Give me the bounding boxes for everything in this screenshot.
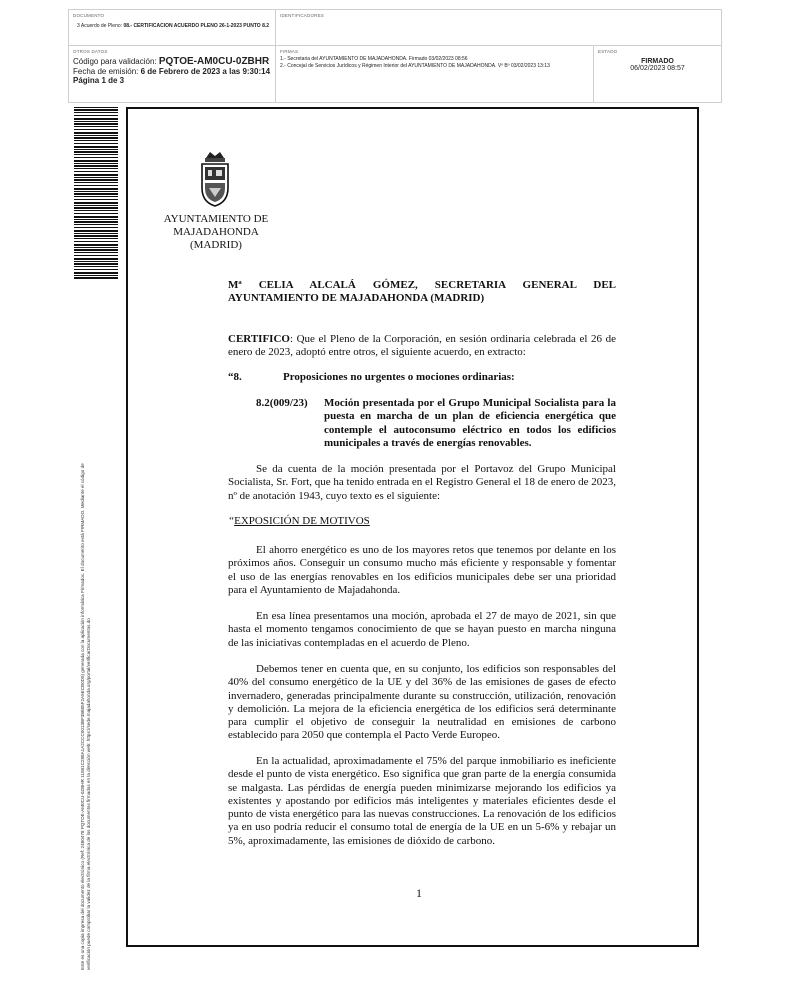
page-number: 1 — [416, 886, 422, 900]
otros-datos-label: OTROS DATOS — [73, 49, 108, 54]
paragraph-2: En esa línea presentamos una moción, aprobada el 27 de mayo de 2021, sin que hasta el momento tengamos conocimiento de que se hayan puesto en marcha ninguna de las iniciativas contempladas en el acuerdo de Pleno. — [228, 610, 616, 649]
coat-of-arms-icon — [196, 148, 234, 208]
documento-value: 3 Acuerdo de Pleno: 08.- CERTIFICACION ACUERDO PLENO 26-1-2023 PUNTO 8.2 — [77, 23, 270, 29]
exposicion-title: “EXPOSICIÓN DE MOTIVOS — [228, 515, 370, 527]
estado-label: ESTADO — [598, 49, 618, 54]
fecha-row: Fecha de emisión: 6 de Febrero de 2023 a las 9:30:14 — [73, 66, 271, 76]
pagina-value: Página 1 de 3 — [73, 76, 125, 85]
certifico-paragraph: CERTIFICO: Que el Pleno de la Corporación, en sesión ordinaria celebrada el 26 de enero de 2023, adoptó entre otros, el siguiente acuerdo, en extracto: — [228, 333, 616, 359]
municipality-name: AYUNTAMIENTO DE MAJADAHONDA (MADRID) — [163, 213, 269, 251]
firmas-label: FIRMAS — [280, 49, 299, 54]
estado-cell — [594, 46, 721, 102]
paragraph-1: El ahorro energético es uno de los mayores retos que tenemos por delante en los próximos años. Conseguir un consumo mucho más eficiente y responsable y fomentar el uso de las energías renovables en los edificios municipales debe ser una prioridad para el Ayuntamiento de Majadahonda. — [228, 544, 616, 596]
firma-2: 2.- Concejal de Servicios Jurídicos y Régimen Interior del AYUNTAMIENTO DE MAJADAHONDA. Vº Bº 03/02/2023 13:13 — [280, 62, 550, 69]
da-cuenta-paragraph: Se da cuenta de la moción presentada por el Portavoz del Grupo Municipal Socialista, Sr. Fort, que ha tenido entrada en el Registro General el 18 de enero de 2023, nº de anotación 1943, cuyo texto es el siguiente: — [228, 463, 616, 502]
barcode — [74, 107, 118, 279]
otros-datos-cell — [69, 46, 276, 102]
side-text-line-2: verificación puede comprobar la validez de la firma electrónica de los documentos firmados en la dirección web: https://sede.majadahonda.org/portal/verificarDocumentos.do — [86, 618, 91, 970]
side-text-line-1: Este es una copia impresa del documento electrónico (Ref: 2480478 PQTOE-AM0CU-0ZBHR 11581C288A1A2CCC0013BF38685F2A5ECB0D5) generada con la aplicación informática Firmadoc. El documento está FIRMADO. Mediante el código de — [80, 463, 85, 970]
estado-date: 06/02/2023 08:57 — [630, 65, 685, 72]
identificadores-label: IDENTIFICADORES — [280, 13, 325, 18]
codigo-value[interactable]: PQTOE-AM0CU-0ZBHR — [158, 56, 270, 67]
document-header — [68, 9, 722, 103]
documento-label: DOCUMENTO — [73, 13, 105, 18]
paragraph-4: En la actualidad, aproximadamente el 75% del parque inmobiliario es ineficiente desde el punto de vista energético. Eso significa que gran parte de la energía consumida se malgasta. Las pérdidas de energía pueden minimizarse mejorando los edificios ya existentes y apostando por edificios más inteligentes y materiales eficientes desde el punto de vista energético para las nuevas construcciones. La renovación de los edificios ya en uso podría reducir el consumo total de energía de la UE en un 5-6% y rebajar un 5%, aproximadamente, las emisiones de dióxido de carbono. — [228, 755, 616, 847]
signatory-heading: Mª CELIA ALCALÁ GÓMEZ, SECRETARIA GENERAL DEL AYUNTAMIENTO DE MAJADAHONDA (MADRID) — [228, 279, 616, 305]
paragraph-3: Debemos tener en cuenta que, en su conjunto, los edificios son responsables del 40% del consumo energético de la UE y del 36% de las emisiones de gases de efecto invernadero, generadas principalmente durante su construcción, utilización, renovación y demolición. La mejora de la eficiencia energética de los edificios será determinante para cumplir el objetivo de conseguir la neutralidad en emisiones de carbono establecido para 2050 que contempla el Pacto Verde Europeo. — [228, 663, 616, 742]
motion-title: Moción presentada por el Grupo Municipal Socialista para la puesta en marcha de un plan de eficiencia energética que contemple el autoconsumo eléctrico en todos los edificios municipales a través de energías renovables. — [324, 397, 616, 449]
firmas-cell — [276, 46, 594, 102]
verification-side-text — [80, 300, 92, 970]
documento-cell — [69, 10, 276, 46]
section-heading: “8. Proposiciones no urgentes o mociones ordinarias: — [228, 371, 515, 383]
identificadores-cell — [276, 10, 721, 46]
firma-1: 1.- Secretaria del AYUNTAMIENTO DE MAJADAHONDA. Firmado 03/02/2023 08:56 — [280, 56, 468, 62]
motion-heading — [228, 397, 616, 450]
motion-number: 8.2(009/23) — [256, 397, 308, 409]
codigo-row: Código para validación: PQTOE-AM0CU-0ZBHR — [73, 56, 270, 67]
estado-value: FIRMADO — [641, 58, 674, 65]
